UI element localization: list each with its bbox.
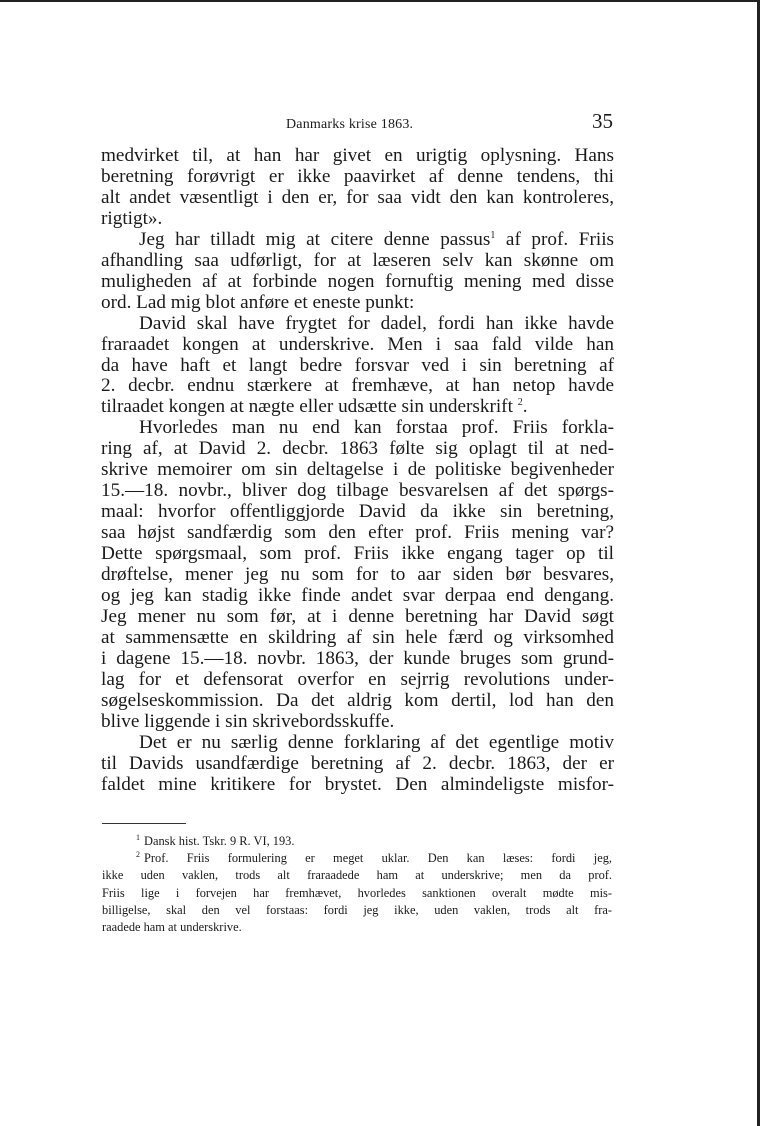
text-line: beretning forøvrigt er ikke paavirket af denne tendens, thi <box>101 165 614 187</box>
text-line: afhandling saa udførligt, for at læseren selv kan skønne om <box>101 249 614 271</box>
text-line: 2. decbr. endnu stærkere at fremhæve, at han netop havde <box>101 375 614 397</box>
text-line: David skal have frygtet for dadel, fordi han ikke havde <box>139 312 614 334</box>
text-line: drøftelse, mener jeg nu som for to aar siden bør besvares, <box>101 564 614 586</box>
text-line: Dette spørgsmaal, som prof. Friis ikke engang tager op til <box>101 543 614 565</box>
text-line: saa højst sandfærdig som den efter prof. Friis mening var? <box>101 522 614 544</box>
text-line <box>101 397 614 418</box>
text-line: at sammensætte en skildring af sin hele færd og virksomhed <box>101 626 614 648</box>
footnote-ref: 2 <box>517 397 523 409</box>
text-line: 15.—18. novbr., bliver dog tilbage besvarelsen af det spørgs- <box>101 480 614 502</box>
page-number: 35 <box>592 109 613 133</box>
text-line: ord. Lad mig blot anføre et eneste punkt: <box>101 291 415 313</box>
text-line: rigtigt». <box>101 207 163 229</box>
footnote-text: Prof. Friis formulering er meget uklar. Den kan læses: fordi jeg, <box>144 851 612 866</box>
text-line: blive liggende i sin skrivebordsskuffe. <box>101 710 395 732</box>
footnotes <box>102 833 612 936</box>
text-line: ring af, at David 2. decbr. 1863 følte sig oplagt til at ned- <box>101 438 614 460</box>
text-line: alt andet væsentligt i den er, for saa vidt den kan kontroleres, <box>101 186 614 208</box>
text-line: Det er nu særlig denne forklaring af det egentlige motiv <box>139 731 614 753</box>
text-line: da have haft et langt bedre forsvar ved i sin beretning af <box>101 354 614 376</box>
footnote-ref: 1 <box>490 229 496 241</box>
text-line <box>101 230 614 251</box>
footnote-line: raadede ham at underskrive. <box>102 920 242 935</box>
text-line: faldet mine kritikere for brystet. Den almindeligste misfor- <box>101 773 614 795</box>
footnote <box>102 850 612 867</box>
text-segment: tilraadet kongen at nægte eller udsætte sin underskrift <box>101 396 513 418</box>
footnote-line: billigelse, skal den vel forstaas: fordi jeg ikke, uden vaklen, trods alt fra- <box>102 902 612 917</box>
text-line: skrive memoirer om sin deltagelse i de politiske begivenheder <box>101 459 614 481</box>
page-border-top <box>0 0 760 2</box>
text-line: lag for et defensorat overfor en sejrrig revolutions under- <box>101 668 614 690</box>
text-segment: . <box>522 396 528 418</box>
text-line: til Davids usandfærdige beretning af 2. decbr. 1863, der er <box>101 752 614 774</box>
footnote-text: Dansk hist. Tskr. 9 R. VI, 193. <box>144 834 295 848</box>
text-line: søgelseskommission. Da det aldrig kom dertil, lod han den <box>101 689 614 711</box>
footnote <box>102 833 612 850</box>
footnote-line: ikke uden vaklen, trods alt fraraadede ham at underskrive; men da prof. <box>102 868 612 883</box>
footnote-mark: 1 <box>136 833 140 842</box>
text-line: Hvorledes man nu end kan forstaa prof. Friis forkla- <box>139 417 614 439</box>
body-text <box>101 146 614 796</box>
text-segment: Jeg har tilladt mig at citere denne passus <box>139 228 491 250</box>
footnote-mark: 2 <box>136 850 140 860</box>
text-line: muligheden af at forbinde nogen fornuftig mening med disse <box>101 270 614 292</box>
text-line: og jeg kan stadig ikke finde andet svar derpaa end dengang. <box>101 585 614 607</box>
text-line: i dagene 15.—18. novbr. 1863, der kunde bruges som grund- <box>101 647 614 669</box>
footnote-divider <box>102 823 186 824</box>
text-line: fraraadet kongen at underskrive. Men i saa fald vilde han <box>101 333 614 355</box>
footnote-line: Friis lige i forvejen har fremhævet, hvorledes sanktionen overalt mødte mis- <box>102 885 612 900</box>
text-line: medvirket til, at han har givet en urigtig oplysning. Hans <box>101 145 614 166</box>
text-line: Jeg mener nu som før, at i denne beretning har David søgt <box>101 605 614 627</box>
text-segment: af prof. Friis <box>505 228 614 250</box>
running-header: Danmarks krise 1863. <box>286 117 414 132</box>
text-line: maal: hvorfor offentliggjorde David da ikke sin beretning, <box>101 501 614 523</box>
